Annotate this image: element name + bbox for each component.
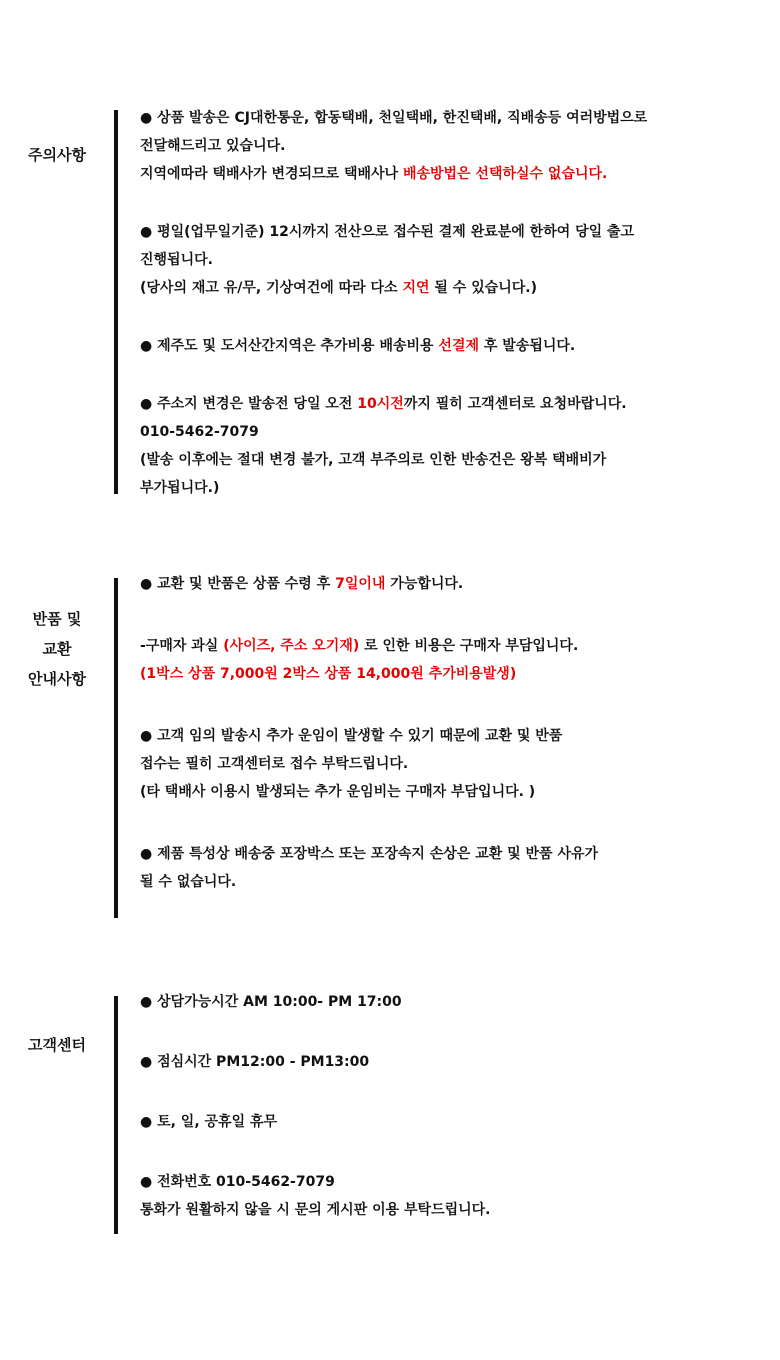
line-text: ● 상품 발송은 CJ대한통운, 합동택배, 천일택배, 한진택배, 직배송등 여러방법으로 <box>140 110 648 126</box>
paragraph-gap <box>140 188 770 218</box>
line-text: 부가됩니다.) <box>140 480 220 496</box>
notice-line <box>140 1168 770 1196</box>
line-text: 전달해드리고 있습니다. <box>140 138 286 154</box>
paragraph-gap <box>140 360 770 390</box>
notice-line <box>140 218 770 246</box>
line-text: ● 제주도 및 도서산간지역은 추가비용 배송비용 <box>140 338 439 354</box>
paragraph-gap <box>140 302 770 332</box>
line-text: ● 제품 특성상 배송중 포장박스 또는 포장속지 손상은 교환 및 반품 사유가 <box>140 846 599 862</box>
notice-line <box>140 1108 770 1136</box>
notice-line <box>140 868 770 896</box>
paragraph-gap <box>140 1076 770 1108</box>
notice-line <box>140 104 770 132</box>
line-text: ● 토, 일, 공휴일 휴무 <box>140 1114 278 1130</box>
notice-line <box>140 418 770 446</box>
highlight-text: (1박스 상품 7,000원 2박스 상품 14,000원 추가비용발생) <box>140 666 517 682</box>
customer-center-body <box>140 988 770 1224</box>
line-text: 진행됩니다. <box>140 252 213 268</box>
line-text: 지역에따라 택배사가 변경되므로 택배사나 <box>140 166 403 182</box>
notice-label: 주의사항 <box>28 146 86 164</box>
notice-line <box>140 246 770 274</box>
notice-line <box>140 840 770 868</box>
notice-line <box>140 632 770 660</box>
notice-line <box>140 474 770 502</box>
notice-line <box>140 132 770 160</box>
notice-body <box>140 104 770 502</box>
notice-divider <box>114 110 118 494</box>
paragraph-gap <box>140 598 770 632</box>
line-text: 가능합니다. <box>385 576 464 592</box>
line-text: (타 택배사 이용시 발생되는 추가 운임비는 구매자 부담입니다. ) <box>140 784 536 800</box>
line-text: ● 평일(업무일기준) 12시까지 전산으로 접수된 결제 완료분에 한하여 당일 출고 <box>140 224 635 240</box>
paragraph-gap <box>140 1136 770 1168</box>
notice-line <box>140 778 770 806</box>
highlight-text: 7일이내 <box>335 576 386 592</box>
line-text: 될 수 있습니다.) <box>429 280 538 296</box>
notice-line <box>140 160 770 188</box>
notice-line <box>140 446 770 474</box>
notice-line <box>140 1196 770 1224</box>
line-text: ● 상담가능시간 AM 10:00- PM 17:00 <box>140 994 402 1010</box>
notice-line <box>140 570 770 598</box>
highlight-text: 10시전 <box>357 396 404 412</box>
return-body <box>140 570 770 896</box>
line-text: ● 고객 임의 발송시 추가 운임이 발생할 수 있기 때문에 교환 및 반품 <box>140 728 563 744</box>
line-text: ● 점심시간 PM12:00 - PM13:00 <box>140 1054 370 1070</box>
highlight-text: 배송방법은 선택하실수 없습니다. <box>402 166 608 182</box>
highlight-text: 선결제 <box>438 338 479 354</box>
line-text: 로 인한 비용은 구매자 부담입니다. <box>359 638 579 654</box>
line-text: 접수는 필히 고객센터로 접수 부탁드립니다. <box>140 756 409 772</box>
notice-line <box>140 274 770 302</box>
line-text: ● 전화번호 010-5462-7079 <box>140 1174 335 1190</box>
line-text: 후 발송됩니다. <box>479 338 576 354</box>
line-text: ● 주소지 변경은 발송전 당일 오전 <box>140 396 358 412</box>
notice-line <box>140 660 770 688</box>
notice-line <box>140 988 770 1016</box>
notice-line <box>140 332 770 360</box>
notice-line <box>140 722 770 750</box>
return-label: 반품 및 교환 안내사항 <box>28 610 86 688</box>
line-text: -구매자 과실 <box>140 638 224 654</box>
highlight-text: (사이즈, 주소 오기재) <box>223 638 360 654</box>
line-text: (발송 이후에는 절대 변경 불가, 고객 부주의로 인한 반송건은 왕복 택배비가 <box>140 452 607 468</box>
line-text: (당사의 재고 유/무, 기상여건에 따라 다소 <box>140 280 403 296</box>
notice-line <box>140 750 770 778</box>
customer-center-divider <box>114 996 118 1234</box>
notice-line <box>140 1048 770 1076</box>
highlight-text: 지연 <box>402 280 430 296</box>
paragraph-gap <box>140 1016 770 1048</box>
paragraph-gap <box>140 688 770 722</box>
line-text: ● 교환 및 반품은 상품 수령 후 <box>140 576 336 592</box>
line-text: 까지 필히 고객센터로 요청바랍니다. <box>403 396 627 412</box>
paragraph-gap <box>140 806 770 840</box>
customer-center-label: 고객센터 <box>28 1036 86 1054</box>
return-divider <box>114 578 118 918</box>
line-text: 통화가 원활하지 않을 시 문의 게시판 이용 부탁드립니다. <box>140 1202 491 1218</box>
line-text: 될 수 없습니다. <box>140 874 237 890</box>
line-text: 010-5462-7079 <box>140 424 259 440</box>
notice-line <box>140 390 770 418</box>
